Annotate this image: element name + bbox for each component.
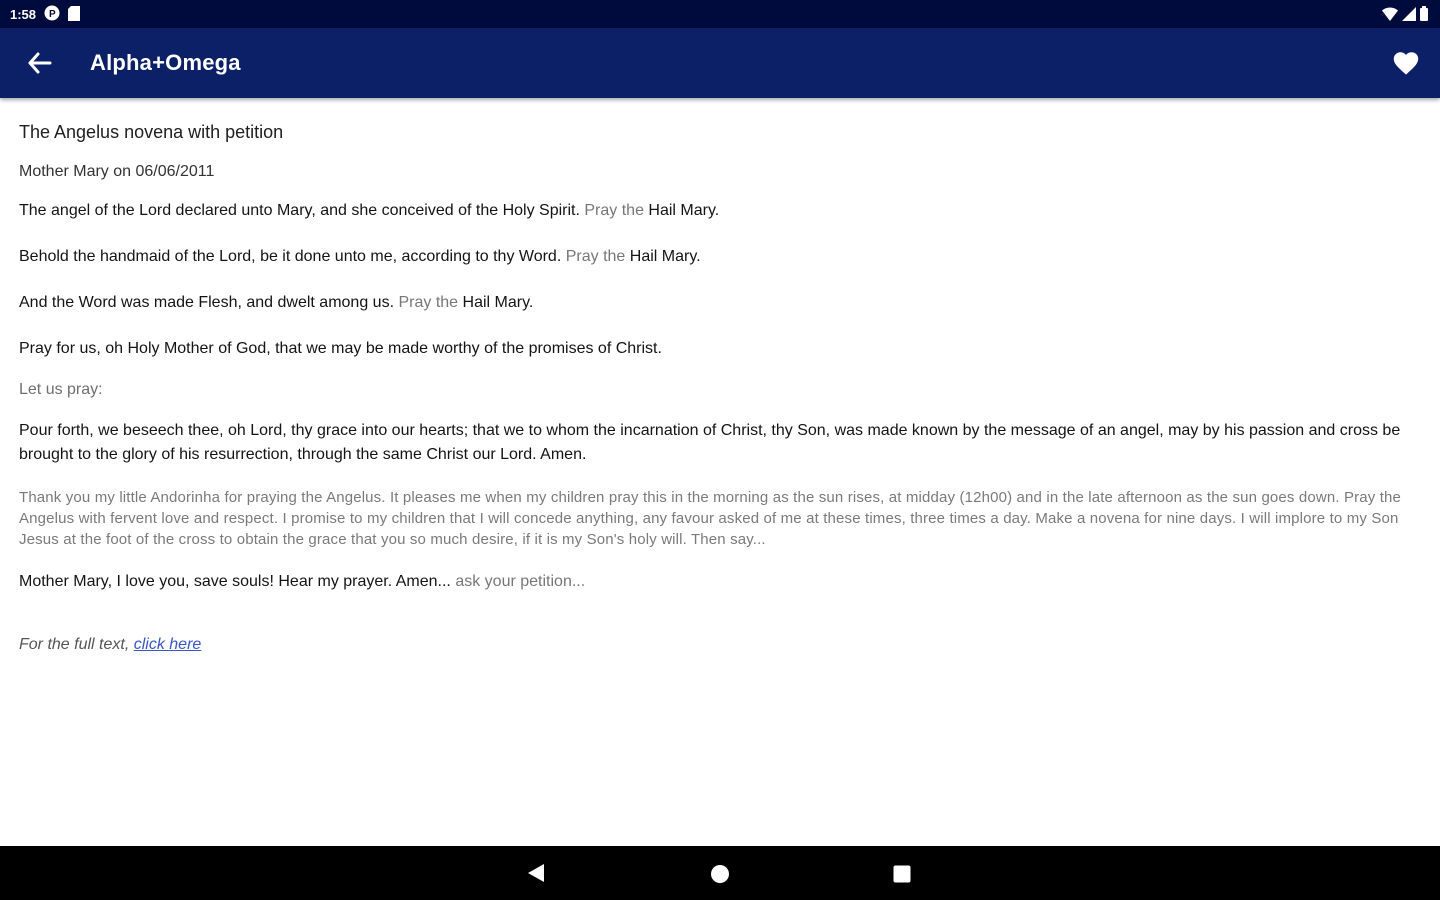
app-title: Alpha+Omega: [90, 50, 241, 75]
verse-pray-label: Pray the: [584, 202, 644, 219]
svg-text:P: P: [49, 9, 56, 20]
verse-2: [19, 245, 1419, 269]
verse-text: The angel of the Lord declared unto Mary, and she conceived of the Holy Spirit.: [19, 202, 580, 219]
nav-home-circle-icon: [710, 871, 730, 888]
status-bar: [0, 0, 1440, 28]
full-text-line: [19, 636, 1419, 654]
status-left: [10, 5, 80, 24]
pray-for-us-paragraph: Pray for us, oh Holy Mother of God, that we may be made worthy of the promises of Christ.: [19, 340, 662, 357]
closing-text: Mother Mary, I love you, save souls! Hear my prayer. Amen...: [19, 573, 451, 590]
verse-prayer-name: Hail Mary.: [648, 202, 720, 219]
verse-text: Behold the handmaid of the Lord, be it done unto me, according to thy Word.: [19, 248, 562, 265]
nav-back-triangle-icon: [524, 871, 548, 888]
notification-p-icon: [44, 5, 60, 24]
verse-1: [19, 199, 1419, 223]
status-right: [1382, 6, 1428, 26]
status-time: 1:58: [10, 7, 37, 22]
heart-icon: [1392, 63, 1420, 80]
full-text-prefix: For the full text,: [19, 636, 130, 653]
verse-prayer-name: Hail Mary.: [629, 248, 701, 265]
nav-recents-button[interactable]: [892, 864, 912, 884]
verse-text: And the Word was made Flesh, and dwelt among us.: [19, 294, 395, 311]
wifi-icon: [1382, 7, 1398, 26]
message-paragraph: Thank you my little Andorinha for praying the Angelus. It pleases me when my children pray this in the morning as the sun rises, at midday (12h00) and in the late afternoon as the sun goes down. Pray the Angelus with fervent love and respect. I promise to my children that I will concede anything, any favour asked of me at these times, three times a day. Make a novena for nine days. I will implore to my Son Jesus at the foot of the cross to obtain the grace that you so much desire, if it is my Son's holy will. Then say...: [19, 489, 1402, 548]
back-button[interactable]: [24, 49, 56, 77]
arrow-left-icon: [24, 64, 56, 81]
verse-pray-label: Pray the: [565, 248, 626, 265]
article-title: The Angelus novena with petition: [19, 122, 284, 142]
closing-paragraph: [19, 570, 1419, 594]
article-author-line: Mother Mary on 06/06/2011: [19, 163, 215, 180]
article-content: [19, 98, 1419, 654]
system-nav-bar: [0, 846, 1440, 900]
battery-icon: [1420, 6, 1428, 26]
closing-hint: ask your petition...: [455, 573, 586, 590]
let-us-pray-label: Let us pray:: [19, 381, 103, 398]
nav-recents-square-icon: [892, 871, 912, 888]
full-text-link[interactable]: click here: [133, 636, 202, 653]
favorite-button[interactable]: [1392, 50, 1420, 78]
verse-3: [19, 291, 1419, 315]
nav-home-button[interactable]: [710, 864, 730, 884]
app-bar: [0, 28, 1440, 98]
nav-back-button[interactable]: [524, 862, 548, 884]
sd-card-icon: [68, 6, 80, 24]
verse-pray-label: Pray the: [398, 294, 459, 311]
signal-icon: [1402, 7, 1416, 26]
verse-prayer-name: Hail Mary.: [462, 294, 534, 311]
angelus-prayer-paragraph: Pour forth, we beseech thee, oh Lord, thy grace into our hearts; that we to whom the incarnation of Christ, thy Son, was made known by the message of an angel, may by his passion and cross be brought to the glory of his resurrection, through the same Christ our Lord. Amen.: [19, 422, 1401, 463]
